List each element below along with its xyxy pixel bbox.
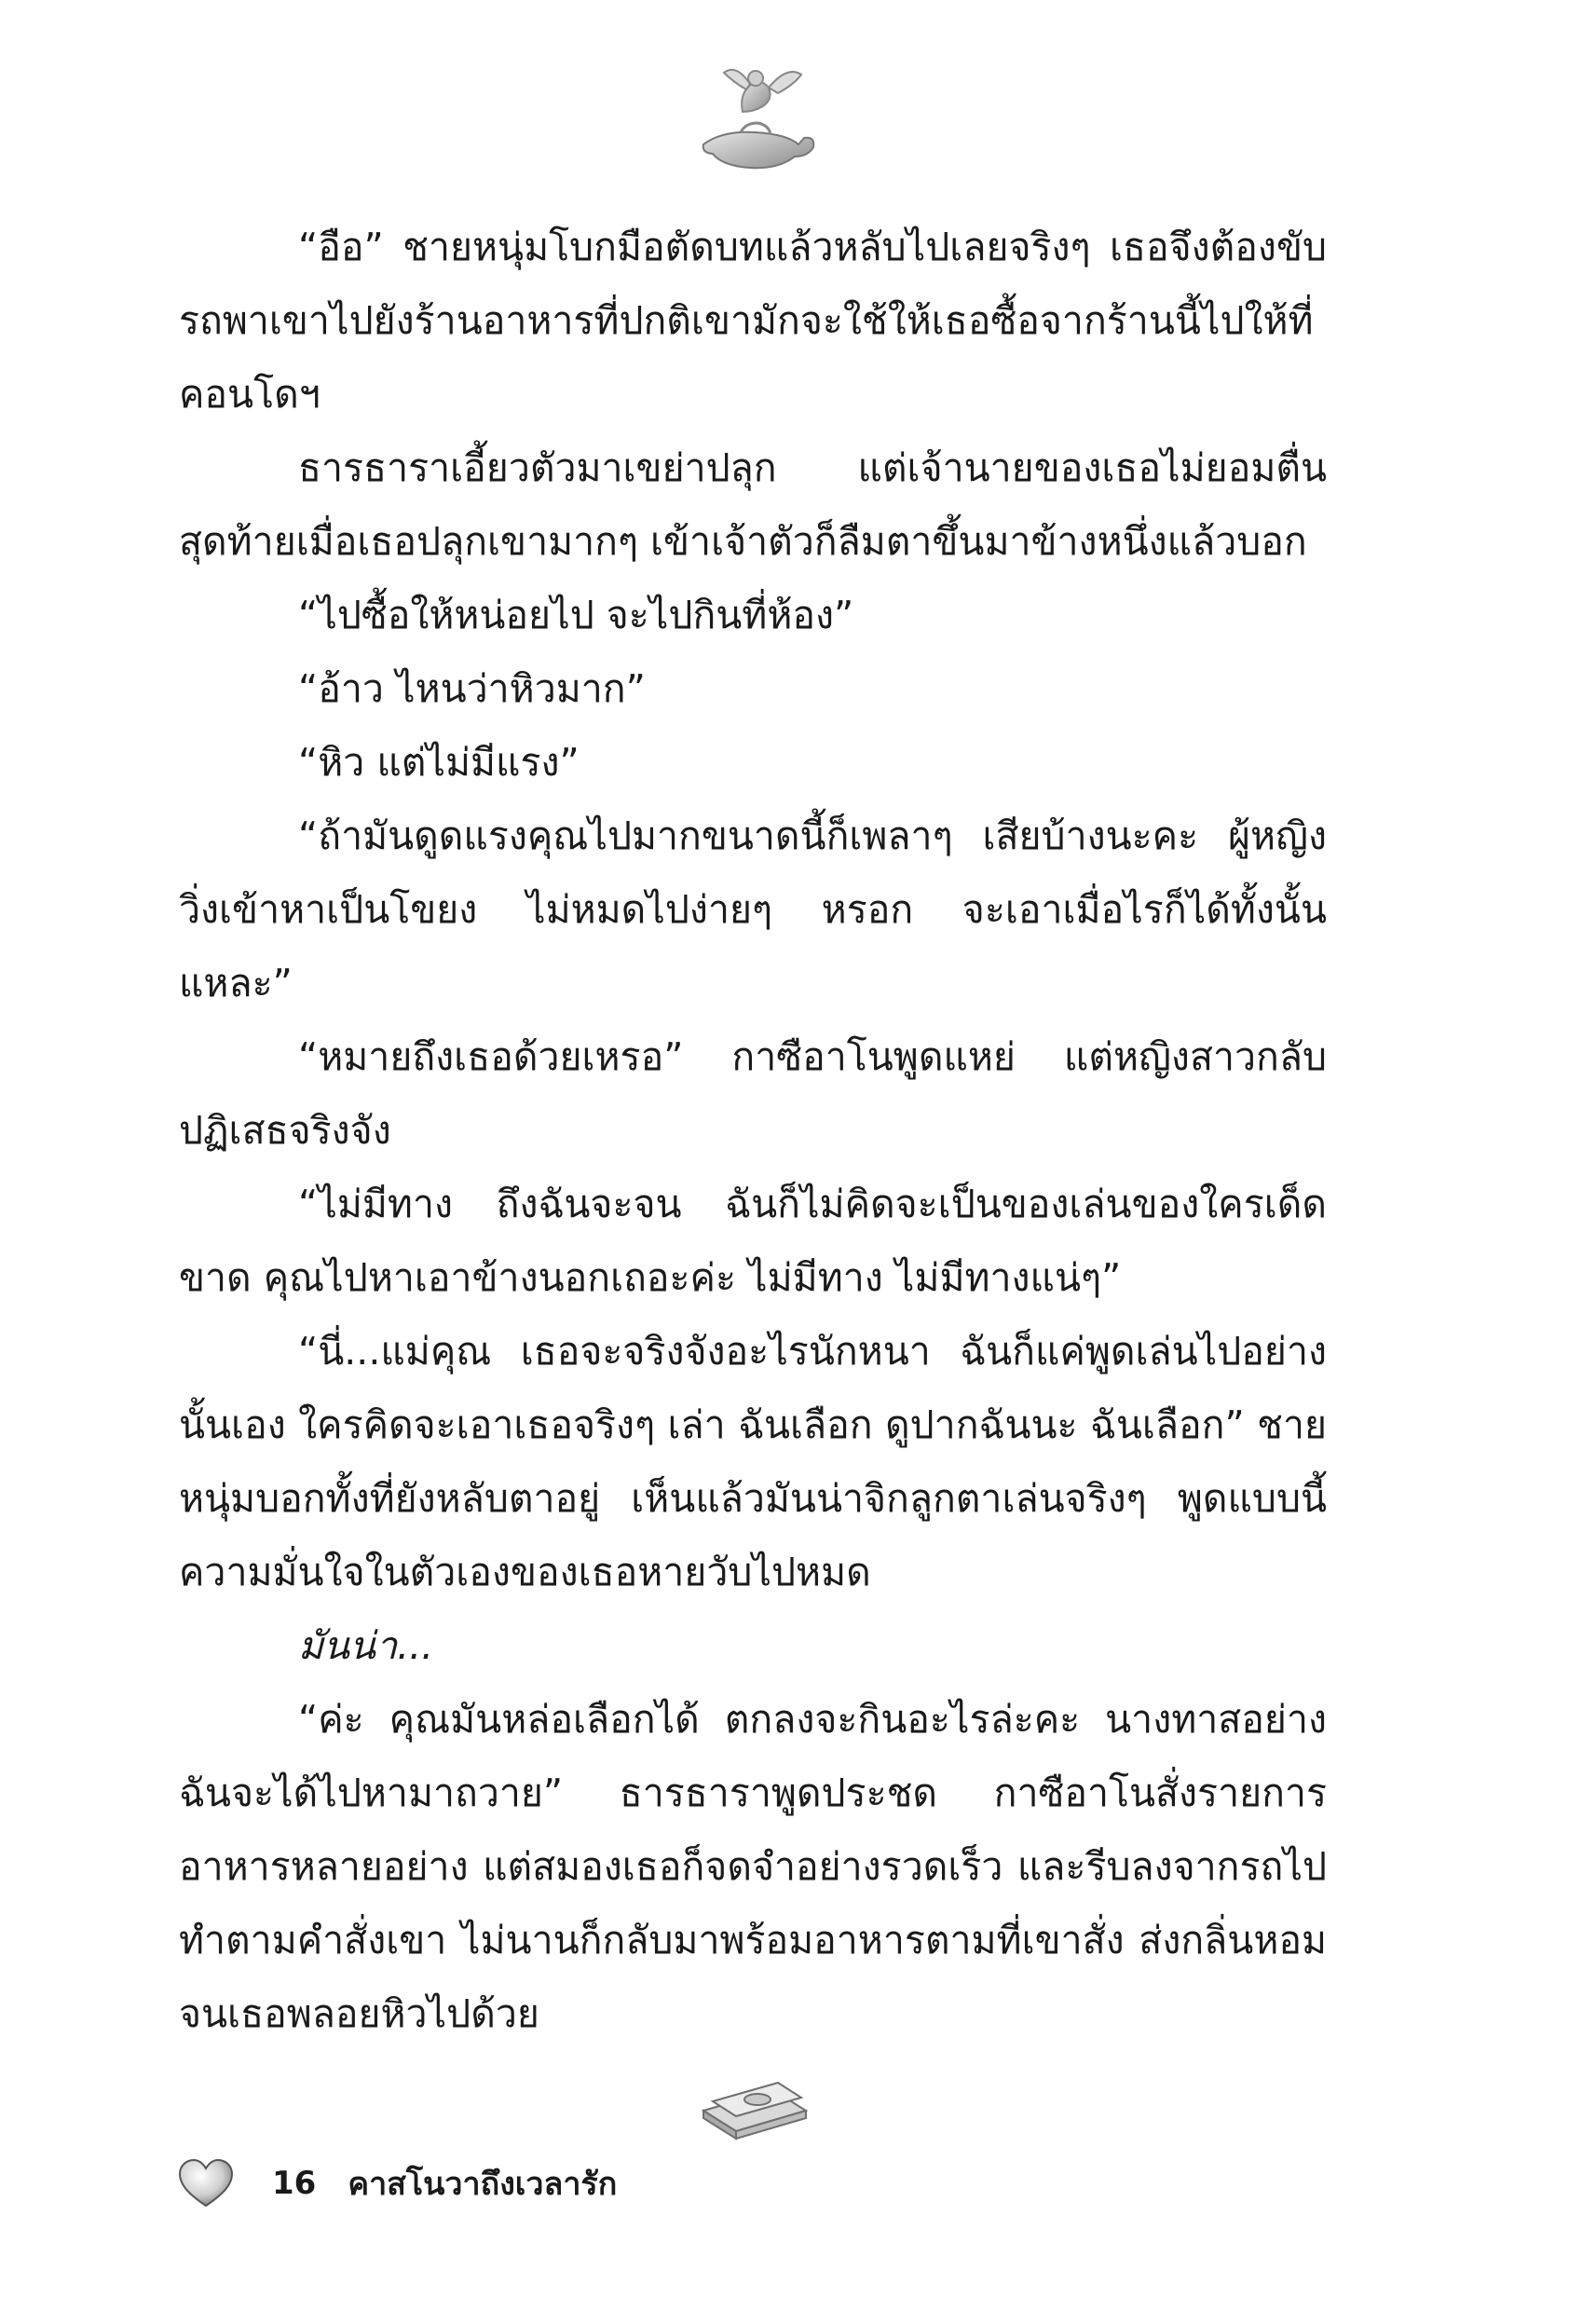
paragraph-italic: มันน่า... [298,1623,434,1668]
book-title: คาสโนวาถึงเวลารัก [348,2166,618,2203]
story-text [179,211,1327,2051]
money-stack-icon [685,2073,825,2148]
paragraph: “อือ” ชายหนุ่มโบกมือตัดบทแล้วหลับไปเลยจริงๆ เธอจึงต้องขับรถพาเขาไปยังร้านอาหารที่ปกติเขามักจะใช้ให้เธอซื้อจากร้านนี้ไปให้ที่คอนโดฯ [179,225,1327,417]
page-number: 16 [272,2165,317,2202]
paragraph: “ถ้ามันดูดแรงคุณไปมากขนาดนี้ก็เพลาๆ เสียบ้างนะคะ ผู้หญิงวิ่งเข้าหาเป็นโขยง ไม่หมดไปง่ายๆ หรอก จะเอาเมื่อไรก็ได้ทั้งนั้นแหละ” [179,814,1327,1005]
cupid-lamp-icon [685,56,825,177]
paragraph: “ค่ะ คุณมันหล่อเลือกได้ ตกลงจะกินอะไรล่ะคะ นางทาสอย่างฉันจะได้ไปหามาถวาย” ธารธาราพูดประชด กาซือาโนสั่งรายการอาหารหลายอย่าง แต่สมองเธอก็จดจำอย่างรวดเร็ว และรีบลงจากรถไปทำตามคำสั่งเขา ไม่นานก็กลับมาพร้อมอาหารตามที่เขาสั่ง ส่งกลิ่นหอมจนเธอพลอยหิวไปด้วย [179,1697,1327,2036]
paragraph: “หิว แต่ไม่มีแรง” [298,740,580,785]
paragraph: “นี่...แม่คุณ เธอจะจริงจังอะไรนักหนา ฉันก็แค่พูดเล่นไปอย่างนั้นเอง ใครคิดจะเอาเธอจริงๆ เล่า ฉันเลือก ดูปากฉันนะ ฉันเลือก” ชายหนุ่มบอกทั้งที่ยังหลับตาอยู่ เห็นแล้วมันน่าจิกลูกตาเล่นจริงๆ พูดแบบนี้ ความมั่นใจในตัวเองของเธอหายวับไปหมด [179,1329,1327,1594]
paragraph: “ไม่มีทาง ถึงฉันจะจน ฉันก็ไม่คิดจะเป็นของเล่นของใครเด็ดขาด คุณไปหาเอาข้างนอกเถอะค่ะ ไม่มีทาง ไม่มีทางแน่ๆ” [179,1182,1327,1300]
paragraph: “หมายถึงเธอด้วยเหรอ” กาซือาโนพูดแหย่ แต่หญิงสาวกลับปฏิเสธจริงจัง [179,1034,1327,1153]
paragraph: “อ้าว ไหนว่าหิวมาก” [298,666,646,711]
page-footer [177,2151,617,2216]
heart-icon [177,2157,235,2209]
paragraph: ธารธาราเอี้ยวตัวมาเขย่าปลุก แต่เจ้านายของเธอไม่ยอมตื่น สุดท้ายเมื่อเธอปลุกเขามากๆ เข้าเจ้าตัวก็ลืมตาขึ้นมาข้างหนึ่งแล้วบอก [179,445,1327,564]
paragraph: “ไปซื้อให้หน่อยไป จะไปกินที่ห้อง” [298,593,854,637]
